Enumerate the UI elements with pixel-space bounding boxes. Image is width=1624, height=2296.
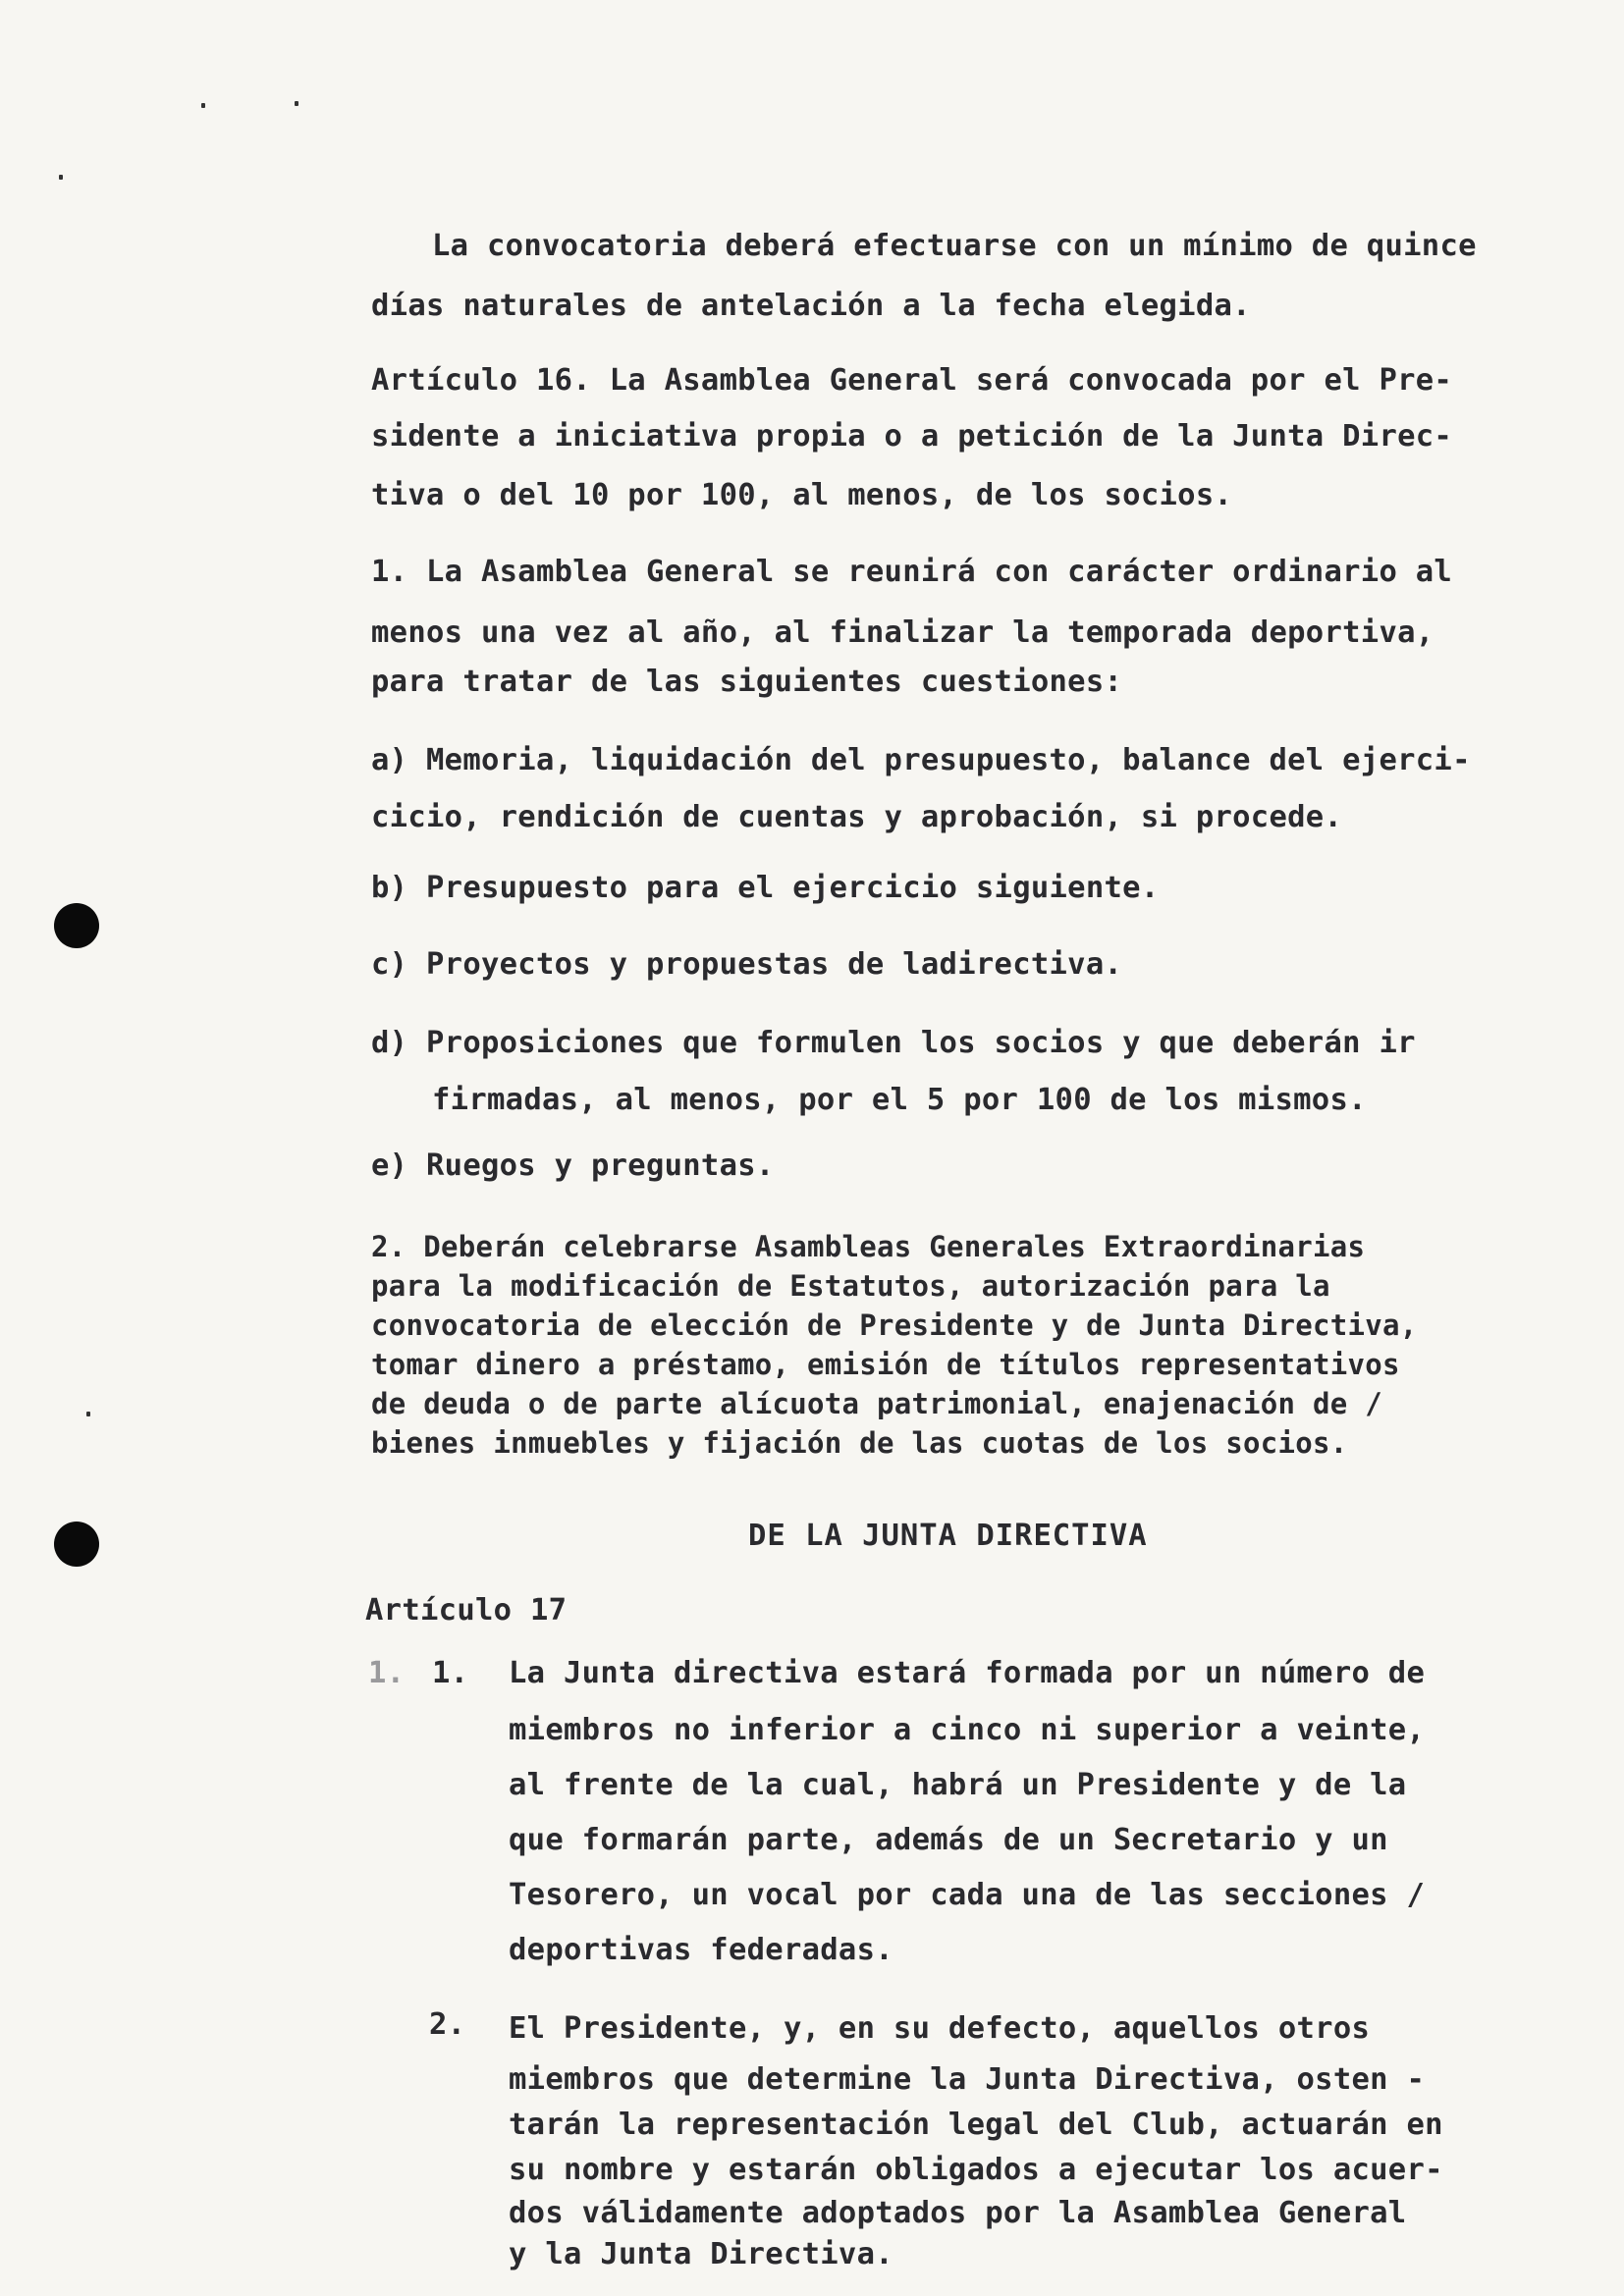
articulo-17-p2-line: tarán la representación legal del Club, actuarán en bbox=[509, 2108, 1443, 2142]
speck bbox=[295, 101, 298, 106]
punch-hole-top bbox=[54, 903, 99, 948]
articulo-17-p2-line: miembros que determine la Junta Directiva, osten - bbox=[509, 2062, 1426, 2097]
articulo-17-p1-line: deportivas federadas. bbox=[509, 1933, 893, 1967]
articulo-17-p1-number: 1. bbox=[432, 1656, 469, 1690]
articulo-17-p2-number: 2. bbox=[429, 2007, 466, 2042]
articulo-17-p1-line: que formarán parte, además de un Secretario y un bbox=[509, 1823, 1388, 1857]
articulo-17-p2-line: El Presidente, y, en su defecto, aquellos otros bbox=[509, 2011, 1371, 2046]
punto-1-line: 1. La Asamblea General se reunirá con carácter ordinario al bbox=[371, 555, 1453, 589]
punto-2-line: convocatoria de elección de Presidente y de Junta Directiva, bbox=[371, 1308, 1418, 1342]
articulo-17-p2-line: su nombre y estarán obligados a ejecutar los acuer- bbox=[509, 2153, 1443, 2187]
convocatoria-line: días naturales de antelación a la fecha elegida. bbox=[371, 289, 1251, 323]
punto-2-line: para la modificación de Estatutos, autorización para la bbox=[371, 1269, 1330, 1303]
articulo-17-p2-line: dos válidamente adoptados por la Asamblea General bbox=[509, 2196, 1407, 2230]
punto-1-line: para tratar de las siguientes cuestiones: bbox=[371, 665, 1123, 699]
articulo-17-margin-mark: 1. bbox=[368, 1656, 406, 1690]
item-a-line: cicio, rendición de cuentas y aprobación, si procede. bbox=[371, 800, 1343, 834]
item-d-line: firmadas, al menos, por el 5 por 100 de los mismos. bbox=[432, 1083, 1367, 1117]
articulo-17-p1-line: al frente de la cual, habrá un Presidente y de la bbox=[509, 1768, 1407, 1802]
item-c: c) Proyectos y propuestas de ladirectiva. bbox=[371, 947, 1123, 982]
articulo-16-line: sidente a iniciativa propia o a petición de la Junta Direc- bbox=[371, 419, 1453, 454]
articulo-17-p2-line: y la Junta Directiva. bbox=[509, 2237, 893, 2271]
articulo-17-p1-line: La Junta directiva estará formada por un número de bbox=[509, 1656, 1426, 1690]
convocatoria-line: La convocatoria deberá efectuarse con un mínimo de quince bbox=[432, 229, 1477, 263]
punto-2-line: 2. Deberán celebrarse Asambleas Generales Extraordinarias bbox=[371, 1230, 1366, 1263]
item-b: b) Presupuesto para el ejercicio siguiente. bbox=[371, 871, 1160, 905]
item-a-line: a) Memoria, liquidación del presupuesto, balance del ejerci- bbox=[371, 743, 1471, 777]
punto-2-line: tomar dinero a préstamo, emisión de títulos representativos bbox=[371, 1348, 1400, 1381]
speck bbox=[86, 1412, 90, 1416]
articulo-17-p1-line: miembros no inferior a cinco ni superior a veinte, bbox=[509, 1713, 1426, 1747]
item-e: e) Ruegos y preguntas. bbox=[371, 1148, 775, 1183]
item-d-line: d) Proposiciones que formulen los socios y que deberán ir bbox=[371, 1026, 1416, 1060]
punto-2-line: de deuda o de parte alícuota patrimonial, enajenación de / bbox=[371, 1387, 1383, 1420]
section-heading: DE LA JUNTA DIRECTIVA bbox=[748, 1519, 1148, 1553]
speck bbox=[201, 103, 205, 108]
speck bbox=[59, 175, 63, 180]
punto-1-line: menos una vez al año, al finalizar la temporada deportiva, bbox=[371, 615, 1435, 650]
articulo-17-title: Artículo 17 bbox=[365, 1593, 568, 1628]
punch-hole-bottom bbox=[54, 1522, 99, 1567]
articulo-16-line: Artículo 16. La Asamblea General será convocada por el Pre- bbox=[371, 363, 1453, 398]
articulo-17-p1-line: Tesorero, un vocal por cada una de las secciones / bbox=[509, 1878, 1426, 1912]
punto-2-line: bienes inmuebles y fijación de las cuotas de los socios. bbox=[371, 1426, 1348, 1460]
articulo-16-line: tiva o del 10 por 100, al menos, de los socios. bbox=[371, 478, 1233, 512]
